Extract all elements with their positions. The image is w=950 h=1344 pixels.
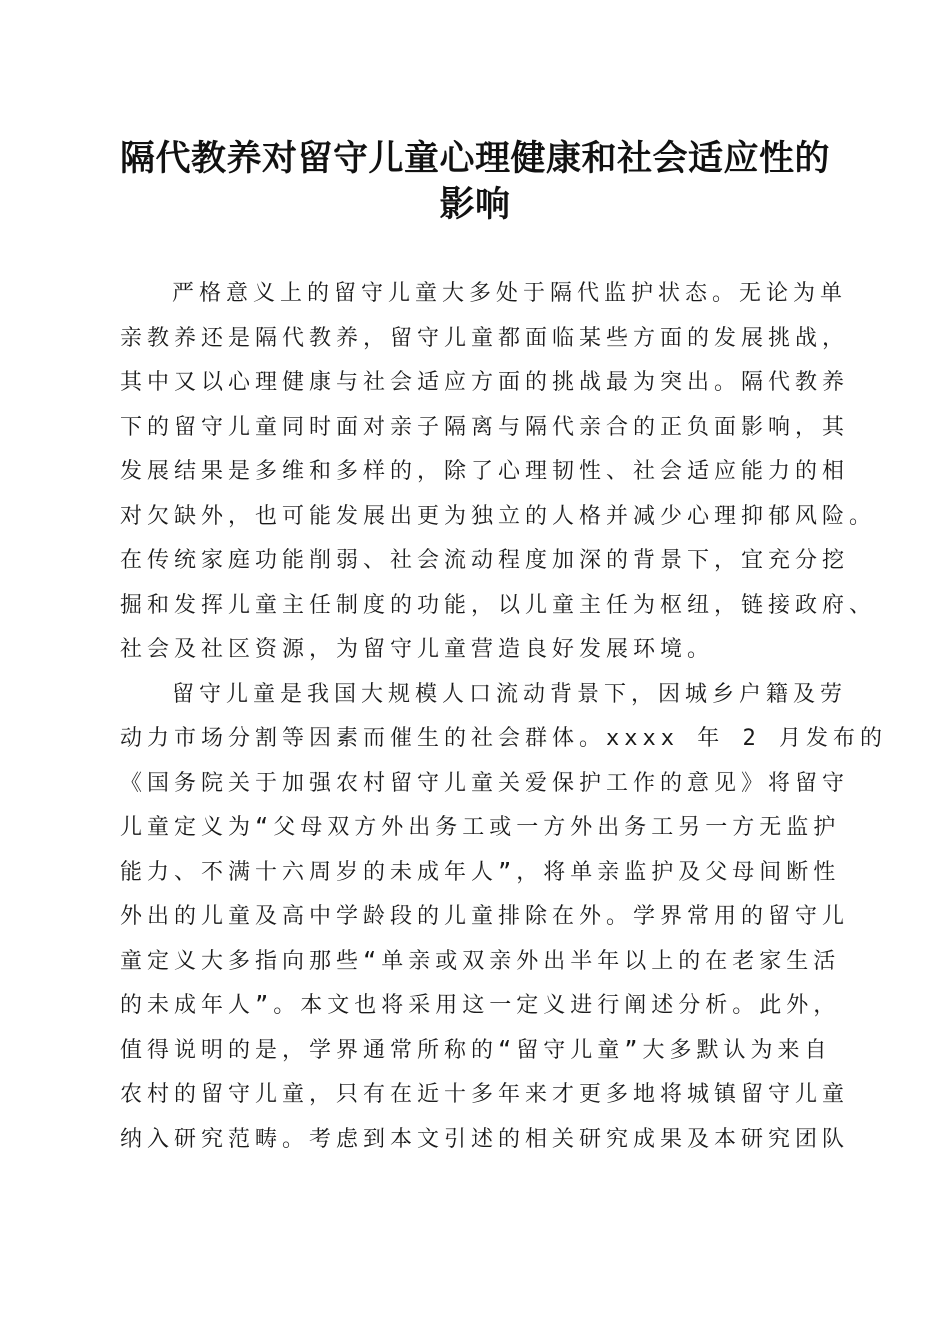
paragraph-line: 在传统家庭功能削弱、社会流动程度加深的背景下，宜充分挖 bbox=[120, 548, 850, 573]
paragraph-line: 《国务院关于加强农村留守儿童关爱保护工作的意见》将留守 bbox=[120, 770, 850, 796]
paragraph-line: 留守儿童是我国大规模人口流动背景下，因城乡户籍及劳 bbox=[172, 681, 848, 707]
paragraph-line: 社会及社区资源，为留守儿童营造良好发展环境。 bbox=[120, 637, 715, 662]
paragraph-line: 的未成年人”。本文也将采用这一定义进行阐述分析。此外， bbox=[120, 993, 841, 1018]
paragraph-1 bbox=[120, 272, 877, 673]
paragraph-line: 发展结果是多维和多样的，除了心理韧性、社会适应能力的相 bbox=[120, 459, 850, 484]
title-line: 影响 bbox=[439, 184, 511, 225]
paragraph-line: 儿童定义为“父母双方外出务工或一方外出务工另一方无监护 bbox=[120, 815, 841, 840]
title-line: 隔代教养对留守儿童心理健康和社会适应性的 bbox=[119, 138, 830, 179]
paragraph-2 bbox=[120, 673, 887, 1163]
paragraph-line: 农村的留守儿童，只有在近十多年来才更多地将城镇留守儿童 bbox=[120, 1082, 850, 1107]
paragraph-line: 其中又以心理健康与社会适应方面的挑战最为突出。隔代教养 bbox=[120, 370, 850, 395]
paragraph-line: 动力市场分割等因素而催生的社会群体。xxxx 年 2 月发布的 bbox=[120, 726, 887, 751]
paragraph-line: 掘和发挥儿童主任制度的功能，以儿童主任为枢纽，链接政府、 bbox=[120, 592, 877, 618]
document-title bbox=[100, 136, 850, 228]
paragraph-line: 外出的儿童及高中学龄段的儿童排除在外。学界常用的留守儿 bbox=[120, 904, 850, 929]
paragraph-line: 值得说明的是，学界通常所称的“留守儿童”大多默认为来自 bbox=[120, 1037, 832, 1063]
paragraph-line: 纳入研究范畴。考虑到本文引述的相关研究成果及本研究团队 bbox=[120, 1126, 850, 1152]
paragraph-line: 下的留守儿童同时面对亲子隔离与隔代亲合的正负面影响，其 bbox=[120, 414, 850, 440]
paragraph-line: 对欠缺外，也可能发展出更为独立的人格并减少心理抑郁风险。 bbox=[120, 503, 877, 529]
paragraph-line: 童定义大多指向那些“单亲或双亲外出半年以上的在老家生活 bbox=[120, 948, 841, 974]
paragraph-line: 能力、不满十六周岁的未成年人”，将单亲监护及父母间断性 bbox=[120, 859, 841, 885]
paragraph-line: 严格意义上的留守儿童大多处于隔代监护状态。无论为单 bbox=[172, 281, 848, 306]
paragraph-line: 亲教养还是隔代教养，留守儿童都面临某些方面的发展挑战， bbox=[120, 325, 850, 351]
document-body bbox=[120, 272, 887, 1162]
